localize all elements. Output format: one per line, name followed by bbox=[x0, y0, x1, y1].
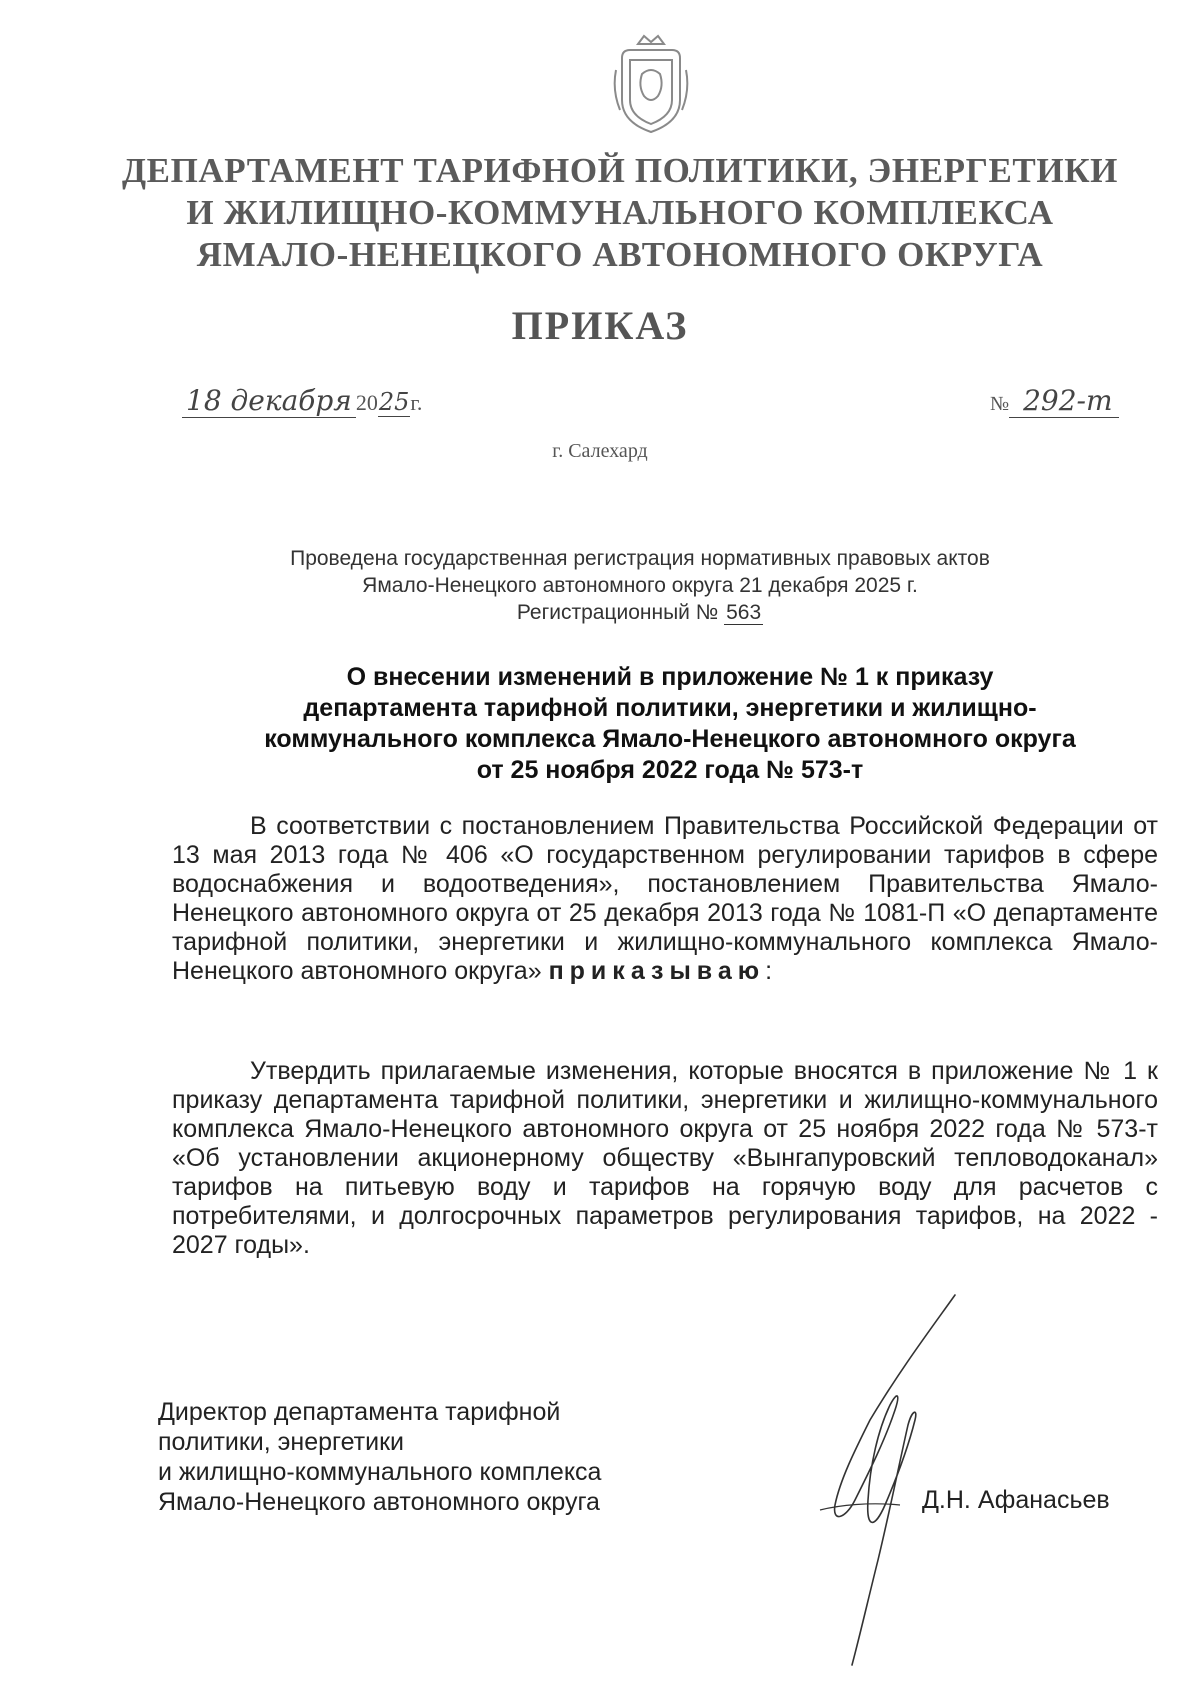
subject-line: О внесении изменений в приложение № 1 к приказу bbox=[346, 663, 994, 691]
signatory-title-line: Директор департамента тарифной bbox=[158, 1398, 561, 1426]
order-date bbox=[182, 384, 422, 418]
signatory-name: Д.Н. Афанасьев bbox=[922, 1486, 1110, 1514]
handwritten-number: 292-т bbox=[1009, 384, 1118, 418]
paragraph-text: В соответствии с постановлением Правительства Российской Федерации от 13 мая 2013 года № 406 «О государственном регулировании тарифов в сфере водоснабжения и водоотведения», постановлением Правительства Ямало-Ненецкого автономного округа от 25 декабря 2013 года № 1081-П «О департаменте тарифной политики, энергетики и жилищно-коммунального комплекса Ямало-Ненецкого автономного округа» bbox=[172, 812, 1158, 985]
department-header bbox=[120, 150, 1120, 276]
city: г. Салехард bbox=[552, 440, 648, 462]
registration-number: 563 bbox=[726, 601, 762, 624]
registration-line: Проведена государственная регистрация нормативных правовых актов bbox=[290, 547, 990, 570]
body-paragraph-2: Утвердить прилагаемые изменения, которые вносятся в приложение № 1 к приказу департамента тарифной политики, энергетики и жилищно-коммунального комплекса Ямало-Ненецкого автономного округа от 25 ноября 2022 года № 573-т «Об установлении акционерному обществу «Вынгапуровский тепловодоканал» тарифов на питьевую воду и тарифов на горячую воду для расчетов с потребителями, и долгосрочных параметров регулирования тарифов, на 2022 - 2027 годы». bbox=[172, 1057, 1158, 1259]
year-suffix: г. bbox=[410, 390, 423, 415]
registration-label: Регистрационный № bbox=[516, 601, 719, 624]
handwritten-year: 25 bbox=[378, 388, 410, 416]
subject-line: департамента тарифной политики, энергетики и жилищно- bbox=[303, 694, 1037, 722]
body-paragraph-1 bbox=[172, 812, 1158, 986]
document-title: ПРИКАЗ bbox=[511, 303, 689, 348]
signatory-title-line: Ямало-Ненецкого автономного округа bbox=[158, 1488, 600, 1516]
order-subject bbox=[190, 662, 1150, 786]
registration-line: Ямало-Ненецкого автономного округа 21 декабря 2025 г. bbox=[362, 574, 918, 597]
header-line: И ЖИЛИЩНО-КОММУНАЛЬНОГО КОМПЛЕКСА bbox=[186, 193, 1054, 232]
handwritten-date: 18 декабря bbox=[182, 384, 356, 418]
subject-line: коммунального комплекса Ямало-Ненецкого автономного округа bbox=[264, 725, 1076, 753]
header-line: ЯМАЛО-НЕНЕЦКОГО АВТОНОМНОГО ОКРУГА bbox=[196, 235, 1044, 274]
number-label: № bbox=[990, 393, 1010, 415]
signatory-title-line: и жилищно-коммунального комплекса bbox=[158, 1458, 602, 1486]
subject-line: от 25 ноября 2022 года № 573-т bbox=[476, 756, 864, 784]
order-word: приказываю bbox=[548, 957, 766, 985]
signatory-title-line: политики, энергетики bbox=[158, 1428, 404, 1456]
order-number bbox=[990, 384, 1119, 418]
signatory-title bbox=[158, 1397, 601, 1517]
handwritten-signature bbox=[760, 1290, 990, 1670]
year-prefix: 20 bbox=[355, 390, 378, 415]
header-line: ДЕПАРТАМЕНТ ТАРИФНОЙ ПОЛИТИКИ, ЭНЕРГЕТИКИ bbox=[121, 151, 1119, 190]
registration-note bbox=[200, 545, 1080, 626]
coat-of-arms-icon bbox=[608, 30, 694, 138]
order-colon: : bbox=[765, 957, 773, 985]
